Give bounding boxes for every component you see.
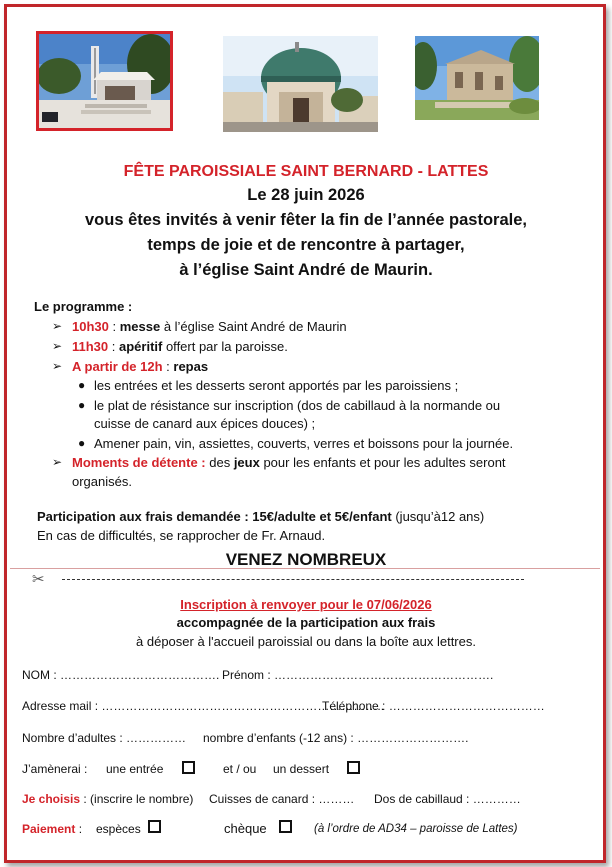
nom-field[interactable]: NOM : …………………………………. bbox=[22, 668, 220, 682]
section-divider bbox=[10, 568, 600, 569]
nb-enfants-field[interactable]: nombre d’enfants (-12 ans) : ………………………. bbox=[203, 731, 469, 745]
participation-line: Participation aux frais demandée : 15€/adulte et 5€/enfant (jusqu’à12 ans) bbox=[37, 509, 485, 524]
church-photo-saint-andre bbox=[415, 36, 539, 120]
cut-line bbox=[62, 579, 524, 580]
ordre-note: (à l’ordre de AD34 – paroisse de Lattes) bbox=[314, 823, 518, 835]
especes-label: espèces bbox=[96, 822, 141, 836]
repas-bullet-entrees: les entrées et les desserts seront apportés par les paroissiens ; bbox=[94, 378, 459, 393]
repas-bullet-plat: le plat de résistance sur inscription (dos de cabillaud à la normande ou bbox=[94, 398, 501, 413]
invitation-line-3: à l’église Saint André de Maurin. bbox=[179, 261, 433, 279]
arrow-icon: ➢ bbox=[52, 455, 63, 469]
entree-checkbox[interactable] bbox=[182, 761, 195, 776]
program-item-repas: A partir de 12h : repas bbox=[72, 359, 209, 374]
etou-label: et / ou bbox=[223, 762, 257, 776]
dessert-label: un dessert bbox=[273, 762, 330, 776]
email-field[interactable]: Adresse mail : …………………………………………………………….. bbox=[22, 699, 385, 713]
program-item-aperitif: 11h30 : apéritif offert par la paroisse. bbox=[72, 339, 288, 354]
cabillaud-field[interactable]: Dos de cabillaud : ………… bbox=[374, 792, 521, 806]
especes-checkbox[interactable] bbox=[148, 820, 161, 835]
event-title: FÊTE PAROISSIALE SAINT BERNARD - LATTES bbox=[123, 163, 489, 180]
program-item-detente: Moments de détente : des jeux pour les enfants et pour les adultes seront bbox=[72, 455, 506, 470]
invitation-line-2: temps de joie et de rencontre à partager, bbox=[147, 236, 465, 254]
repas-bullet-amener: Amener pain, vin, assiettes, couverts, verres et boissons pour la journée. bbox=[94, 436, 514, 451]
program-item-detente-cont: organisés. bbox=[72, 474, 132, 489]
amenerai-label: J’amènerai : bbox=[22, 762, 88, 776]
entree-label: une entrée bbox=[106, 762, 164, 776]
repas-bullet-plat-cont: cuisse de canard aux épices douces) ; bbox=[94, 416, 316, 431]
program-item-messe: 10h30 : messe à l’église Saint André de Maurin bbox=[72, 319, 347, 334]
cheque-label: chèque bbox=[224, 821, 267, 836]
paiement-label: Paiement : bbox=[22, 822, 83, 836]
program-heading: Le programme : bbox=[34, 299, 133, 314]
bullet-icon: ● bbox=[78, 436, 86, 450]
arrow-icon: ➢ bbox=[52, 319, 63, 333]
arrow-icon: ➢ bbox=[52, 339, 63, 353]
invitation-line-1: vous êtes invités à venir fêter la fin de l’année pastorale, bbox=[84, 211, 527, 229]
scissors-icon: ✂ bbox=[32, 571, 45, 588]
venez-nombreux: VENEZ NOMBREUX bbox=[225, 550, 387, 569]
church-photo-dome bbox=[223, 36, 378, 132]
dessert-checkbox[interactable] bbox=[347, 761, 360, 776]
bullet-icon: ● bbox=[78, 398, 86, 412]
event-date: Le 28 juin 2026 bbox=[247, 186, 365, 204]
cuisses-field[interactable]: Cuisses de canard : ……… bbox=[209, 792, 355, 806]
prenom-field[interactable]: Prénom : ………………………………………………. bbox=[222, 668, 494, 682]
form-subtitle: accompagnée de la participation aux frais bbox=[176, 615, 436, 630]
choisis-label: Je choisis : (inscrire le nombre) bbox=[22, 792, 194, 806]
arrow-icon: ➢ bbox=[52, 359, 63, 373]
telephone-field[interactable]: Téléphone : ………………………………… bbox=[322, 699, 545, 713]
form-title: Inscription à renvoyer pour le 07/06/2026 bbox=[180, 597, 432, 612]
church-photo-saint-bernard bbox=[36, 31, 173, 131]
nb-adultes-field[interactable]: Nombre d’adultes : …………… bbox=[22, 731, 187, 745]
cheque-checkbox[interactable] bbox=[279, 820, 292, 835]
difficulties-line: En cas de difficultés, se rapprocher de Fr. Arnaud. bbox=[37, 528, 326, 543]
form-note: à déposer à l'accueil paroissial ou dans la boîte aux lettres. bbox=[136, 634, 476, 649]
bullet-icon: ● bbox=[78, 378, 86, 392]
